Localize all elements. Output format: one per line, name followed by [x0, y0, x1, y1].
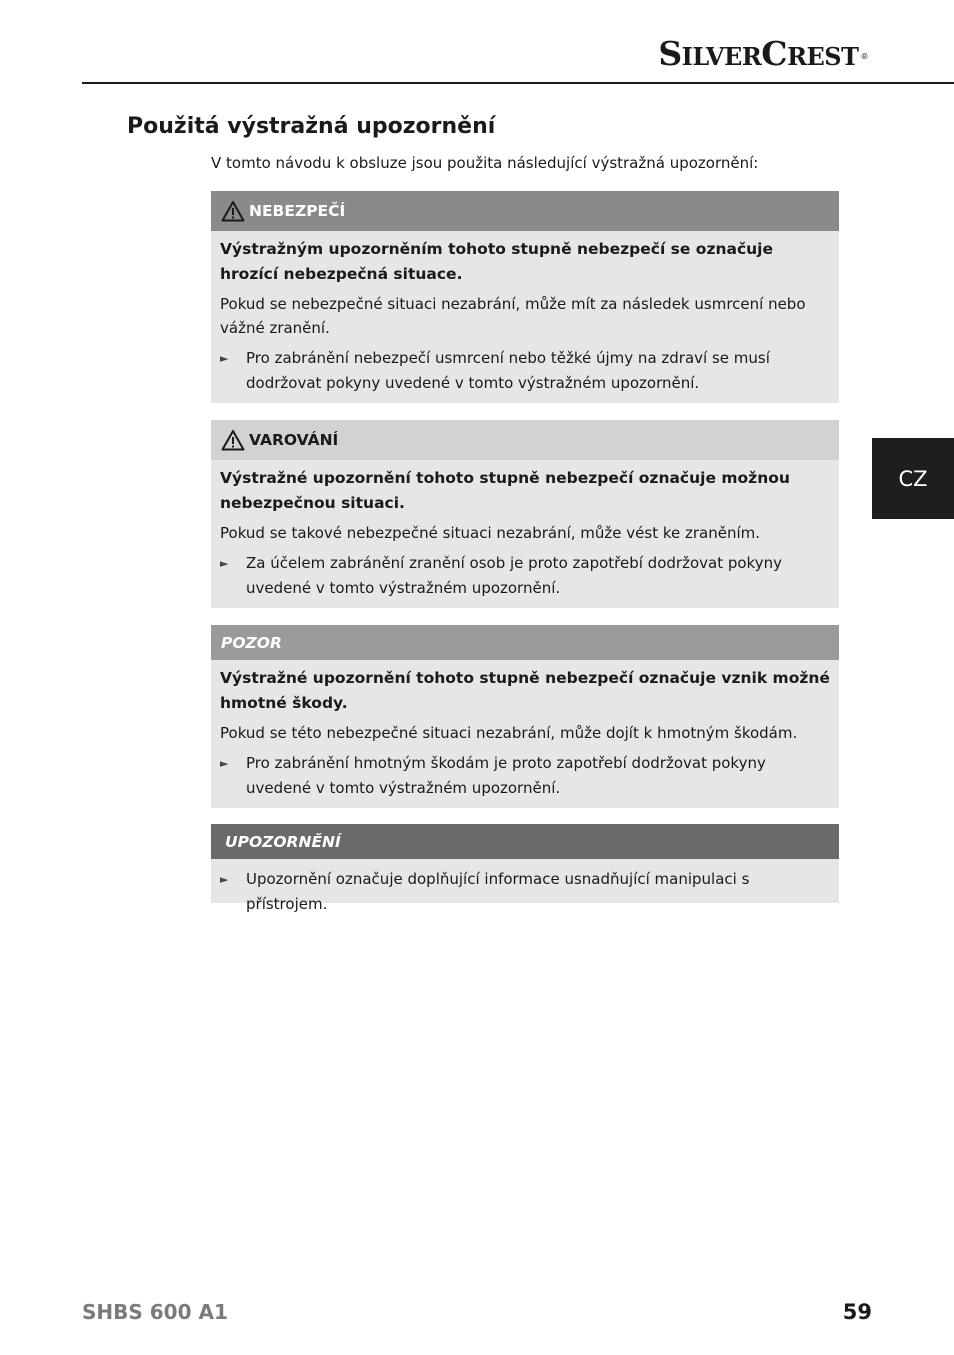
bullet-arrow-icon: ►: [220, 352, 229, 365]
note-bullet: [220, 867, 830, 916]
bullet-arrow-icon: ►: [220, 873, 229, 886]
caution-bullet-text: Pro zabránění hmotným škodám je proto zapotřebí dodržovat pokyny uvedené v tomto výstražném upozornění.: [246, 754, 766, 797]
warning-bold-text: Výstražné upozornění tohoto stupně nebezpečí označuje možnou nebezpečnou situaci.: [220, 469, 790, 512]
note-header: [211, 824, 839, 859]
bullet-arrow-icon: ►: [220, 557, 229, 570]
danger-box: [211, 191, 839, 403]
danger-header: [211, 191, 839, 231]
warning-bullet-text: Za účelem zabránění zranění osob je proto zapotřebí dodržovat pokyny uvedené v tomto výstražném upozornění.: [246, 554, 782, 597]
note-bullet-text: Upozornění označuje doplňující informace usnadňující manipulaci s přístrojem.: [246, 870, 750, 913]
caution-bullet: [220, 751, 830, 800]
page-number: 59: [842, 1300, 872, 1324]
danger-text: Pokud se nebezpečné situaci nezabrání, může mít za následek usmrcení nebo vážné zranění.: [220, 295, 806, 337]
page-title: Použitá výstražná upozornění: [127, 114, 496, 139]
brand-logo: SILVERCREST ®: [658, 34, 868, 73]
caution-text: Pokud se této nebezpečné situaci nezabrání, může dojít k hmotným škodám.: [220, 724, 798, 742]
header-rule: [82, 82, 954, 84]
danger-bold-text: Výstražným upozorněním tohoto stupně nebezpečí se označuje hrozící nebezpečná situace.: [220, 240, 774, 283]
danger-label: NEBEZPEČÍ: [249, 202, 346, 220]
footer-model: SHBS 600 A1: [82, 1300, 228, 1324]
warning-triangle-icon: [221, 200, 245, 222]
caution-box: [211, 625, 839, 808]
bullet-arrow-icon: ►: [220, 757, 229, 770]
warning-bullet: [220, 551, 830, 600]
warning-label: VAROVÁNÍ: [249, 431, 339, 449]
warning-text: Pokud se takové nebezpečné situaci nezabrání, může vést ke zraněním.: [220, 524, 761, 542]
caution-header: [211, 625, 839, 660]
note-label: UPOZORNĚNÍ: [225, 832, 341, 851]
note-box: [211, 824, 839, 913]
caution-label: POZOR: [221, 633, 282, 652]
caution-bold-text: Výstražné upozornění tohoto stupně nebezpečí označuje vznik možné hmotné škody.: [220, 669, 830, 712]
intro-text: V tomto návodu k obsluze jsou použita následující výstražná upozornění:: [211, 154, 759, 172]
language-tab: CZ: [872, 438, 954, 519]
warning-box: [211, 420, 839, 608]
danger-bullet: [220, 346, 830, 395]
danger-bullet-text: Pro zabránění nebezpečí usmrcení nebo těžké újmy na zdraví se musí dodržovat pokyny uvedené v tomto výstražném upozornění.: [246, 349, 770, 392]
warning-triangle-icon: [221, 429, 245, 451]
warning-header: [211, 420, 839, 460]
